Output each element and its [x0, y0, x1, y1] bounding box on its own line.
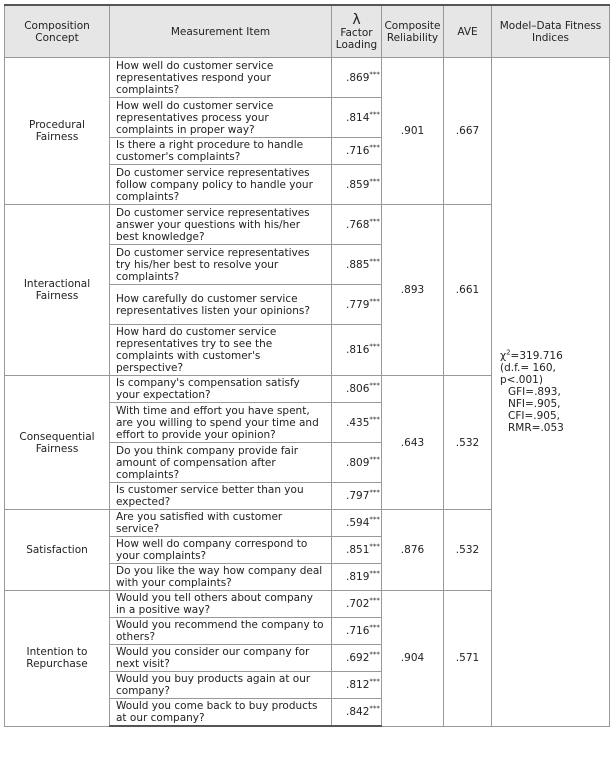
header-factor-label: Factor Loading	[335, 26, 378, 51]
measurement-item: Do you like the way how company deal with your complaints?	[110, 564, 332, 591]
measurement-item: Do customer service representatives try his/her best to resolve your complaints?	[110, 245, 332, 285]
measurement-item: Do customer service representatives answer your questions with his/her best knowledge?	[110, 205, 332, 245]
p-value: p<.001)	[500, 373, 543, 386]
measurement-table	[4, 4, 610, 727]
measurement-item: Is company's compensation satisfy your expectation?	[110, 376, 332, 403]
significance-mark: ***	[369, 542, 380, 551]
measurement-item: How well do customer service representatives respond your complaints?	[110, 58, 332, 98]
significance-mark: ***	[369, 569, 380, 578]
rmr: RMR=.053	[508, 421, 564, 434]
factor-loading-cell	[332, 483, 382, 510]
measurement-item: Would you recommend the company to others?	[110, 618, 332, 645]
factor-loading-value: .814	[346, 111, 370, 124]
factor-loading-value: .692	[346, 652, 370, 664]
significance-mark: ***	[369, 596, 380, 605]
significance-mark: ***	[369, 415, 380, 423]
factor-loading-value: .768	[346, 218, 370, 231]
factor-loading-value: .859	[346, 178, 370, 191]
factor-loading-value: .435	[346, 416, 370, 429]
significance-mark: ***	[369, 455, 380, 463]
measurement-item: How well do company correspond to your complaints?	[110, 537, 332, 564]
factor-loading-cell	[332, 510, 382, 537]
significance-mark: ***	[369, 297, 380, 305]
degrees-of-freedom: (d.f.= 160,	[500, 361, 556, 374]
significance-mark: ***	[369, 677, 380, 686]
significance-mark: ***	[369, 177, 380, 185]
header-row	[5, 5, 610, 58]
ave-value: .532	[444, 376, 492, 510]
factor-loading-cell	[332, 537, 382, 564]
composite-reliability: .901	[382, 58, 444, 205]
header-ave: AVE	[444, 5, 492, 58]
factor-loading-cell	[332, 138, 382, 165]
gfi: GFI=.893,	[508, 385, 561, 398]
factor-loading-value: .842	[346, 706, 370, 718]
factor-loading-value: .806	[346, 383, 370, 395]
factor-loading-cell	[332, 165, 382, 205]
significance-mark: ***	[369, 381, 380, 390]
measurement-item: Are you satisfied with customer service?	[110, 510, 332, 537]
measurement-item: How well do customer service representatives process your complaints in proper way?	[110, 98, 332, 138]
factor-loading-cell	[332, 443, 382, 483]
composite-reliability: .893	[382, 205, 444, 376]
factor-loading-value: .702	[346, 598, 370, 610]
measurement-item: Do customer service representatives follow company policy to handle your complaints?	[110, 165, 332, 205]
significance-mark: ***	[369, 342, 380, 351]
nfi: NFI=.905,	[508, 397, 561, 410]
factor-loading-value: .869	[346, 71, 370, 84]
fit-indices	[492, 58, 610, 727]
factor-loading-value: .716	[346, 145, 370, 157]
header-concept: Composition Concept	[5, 5, 110, 58]
measurement-item: How carefully do customer service representatives listen your opinions?	[110, 285, 332, 325]
composite-reliability: .876	[382, 510, 444, 591]
ave-value: .532	[444, 510, 492, 591]
factor-loading-cell	[332, 699, 382, 727]
header-cr: Composite Reliability	[382, 5, 444, 58]
factor-loading-cell	[332, 376, 382, 403]
significance-mark: ***	[369, 70, 380, 78]
factor-loading-cell	[332, 205, 382, 245]
concept-cell: Interactional Fairness	[5, 205, 110, 376]
factor-loading-value: .819	[346, 571, 370, 583]
factor-loading-value: .885	[346, 258, 370, 271]
significance-mark: ***	[369, 515, 380, 524]
factor-loading-cell	[332, 618, 382, 645]
measurement-item: Would you buy products again at our company?	[110, 672, 332, 699]
concept-cell: Satisfaction	[5, 510, 110, 591]
significance-mark: ***	[369, 650, 380, 659]
measurement-item: With time and effort you have spent, are you willing to spend your time and effort to provide your opinion?	[110, 403, 332, 443]
factor-loading-cell	[332, 325, 382, 376]
measurement-item: Is customer service better than you expected?	[110, 483, 332, 510]
significance-mark: ***	[369, 257, 380, 265]
concept-cell: Procedural Fairness	[5, 58, 110, 205]
factor-loading-value: .812	[346, 679, 370, 691]
factor-loading-value: .594	[346, 517, 370, 529]
factor-loading-value: .779	[346, 298, 370, 311]
header-fit: Model–Data Fitness Indices	[492, 5, 610, 58]
factor-loading-cell	[332, 98, 382, 138]
measurement-item: Do you think company provide fair amount of compensation after complaints?	[110, 443, 332, 483]
significance-mark: ***	[369, 217, 380, 225]
significance-mark: ***	[369, 488, 380, 497]
factor-loading-cell	[332, 285, 382, 325]
table-row	[5, 58, 610, 98]
ave-value: .667	[444, 58, 492, 205]
factor-loading-cell	[332, 403, 382, 443]
significance-mark: ***	[369, 704, 380, 713]
concept-cell: Consequential Fairness	[5, 376, 110, 510]
factor-loading-cell	[332, 672, 382, 699]
significance-mark: ***	[369, 143, 380, 152]
measurement-item: Would you consider our company for next visit?	[110, 645, 332, 672]
factor-loading-value: .797	[346, 490, 370, 502]
factor-loading-cell	[332, 645, 382, 672]
header-factor-loading	[332, 5, 382, 58]
factor-loading-cell	[332, 58, 382, 98]
composite-reliability: .643	[382, 376, 444, 510]
composite-reliability: .904	[382, 591, 444, 727]
factor-loading-cell	[332, 245, 382, 285]
factor-loading-value: .716	[346, 625, 370, 637]
factor-loading-cell	[332, 591, 382, 618]
lambda-symbol: λ	[352, 11, 361, 28]
measurement-item: Is there a right procedure to handle customer's complaints?	[110, 138, 332, 165]
ave-value: .571	[444, 591, 492, 727]
cfi: CFI=.905,	[508, 409, 560, 422]
significance-mark: ***	[369, 623, 380, 632]
factor-loading-cell	[332, 564, 382, 591]
measurement-item: Would you come back to buy products at our company?	[110, 699, 332, 727]
measurement-item: Would you tell others about company in a positive way?	[110, 591, 332, 618]
chi-square: $\chi^2=319.716$	[500, 348, 563, 362]
factor-loading-value: .809	[346, 456, 370, 469]
factor-loading-value: .851	[346, 544, 370, 556]
factor-loading-value: .816	[346, 344, 370, 356]
ave-value: .661	[444, 205, 492, 376]
measurement-item: How hard do customer service representatives try to see the complaints with customer's perspective?	[110, 325, 332, 376]
concept-cell: Intention to Repurchase	[5, 591, 110, 727]
significance-mark: ***	[369, 110, 380, 118]
header-item: Measurement Item	[110, 5, 332, 58]
